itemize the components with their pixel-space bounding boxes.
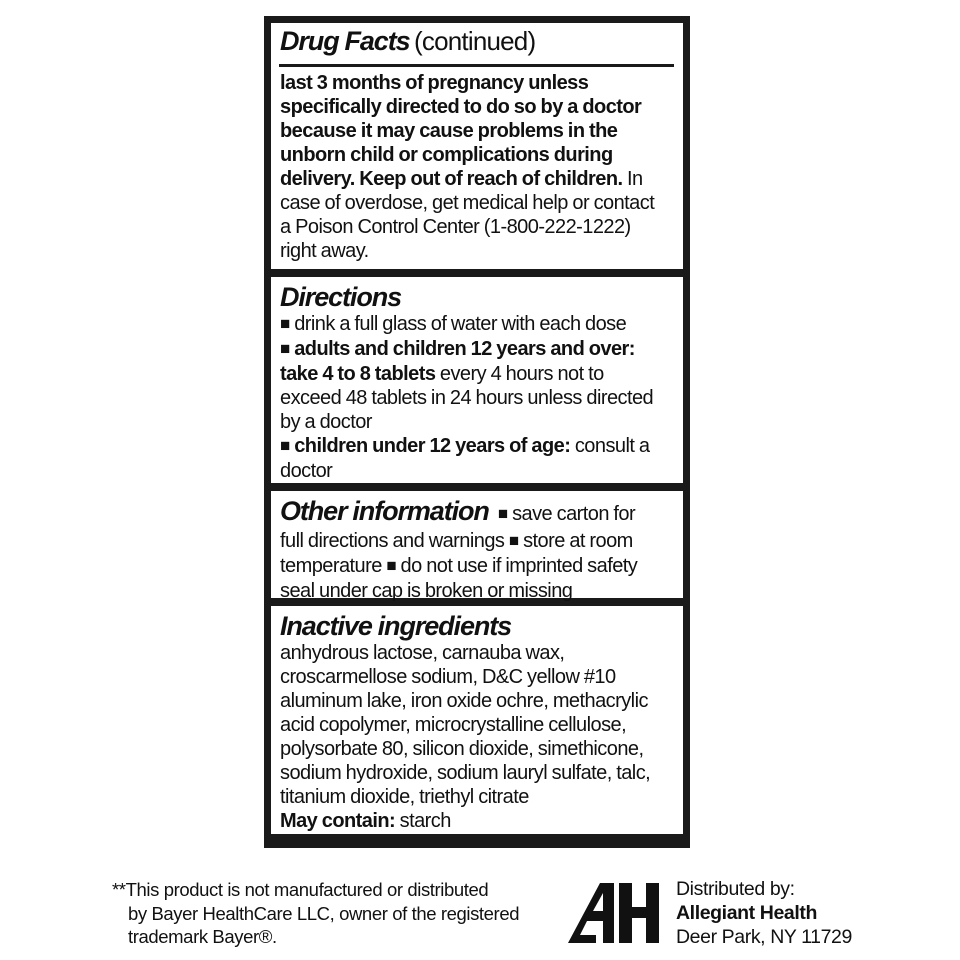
- distributor-info: [676, 877, 852, 949]
- distributor-address: Deer Park, NY 11729: [676, 926, 852, 948]
- allegiant-health-logo-icon: [566, 879, 664, 947]
- trademark-footnote: [112, 878, 519, 949]
- ingredients-line: titanium dioxide, triethyl citrate: [280, 786, 529, 808]
- other-info-line: seal under cap is broken or missing: [280, 580, 573, 602]
- warning-line: specifically directed to do so by a doctor: [280, 96, 642, 118]
- warning-line: last 3 months of pregnancy unless: [280, 72, 589, 94]
- footnote-line: by Bayer HealthCare LLC, owner of the registered: [128, 902, 520, 924]
- directions-item: ■ children under 12 years of age: consult a: [280, 435, 650, 457]
- ingredients-line: sodium hydroxide, sodium lauryl sulfate, talc,: [280, 762, 651, 784]
- inactive-ingredients-heading: Inactive ingredients: [280, 611, 512, 641]
- keep-out-of-reach-line: delivery. Keep out of reach of children. In: [280, 168, 643, 190]
- footnote-line: **This product is not manufactured or distributed: [112, 879, 489, 900]
- bullet-square-icon: ■: [386, 556, 397, 575]
- directions-item-continued: exceed 48 tablets in 24 hours unless directed: [280, 387, 654, 409]
- directions-item-continued: doctor: [280, 460, 333, 482]
- other-info-line: full directions and warnings ■ store at room: [280, 530, 633, 552]
- overdose-line: right away.: [280, 240, 369, 262]
- warning-line: because it may cause problems in the: [280, 120, 618, 142]
- drug-facts-continued-panel: [271, 23, 683, 269]
- directions-item: ■ drink a full glass of water with each dose: [280, 313, 627, 335]
- overdose-line: case of overdose, get medical help or contact: [280, 192, 655, 214]
- other-info-line: temperature ■ do not use if imprinted safety: [280, 555, 638, 577]
- bullet-square-icon: ■: [280, 314, 290, 333]
- bullet-square-icon: ■: [508, 531, 519, 550]
- directions-panel: [271, 277, 683, 483]
- drug-facts-title-suffix: (continued): [414, 26, 536, 56]
- directions-item: ■ adults and children 12 years and over:: [280, 338, 635, 360]
- other-information-panel: [271, 491, 683, 602]
- overdose-line: a Poison Control Center (1-800-222-1222): [280, 216, 631, 238]
- directions-item-continued: by a doctor: [280, 411, 372, 433]
- other-info-line: Other information ■ save carton for: [280, 496, 636, 526]
- ingredients-line: polysorbate 80, silicon dioxide, simethicone,: [280, 738, 644, 760]
- ingredients-line: anhydrous lactose, carnauba wax,: [280, 642, 565, 664]
- warning-line: unborn child or complications during: [280, 144, 613, 166]
- drug-facts-title: Drug Facts: [280, 26, 410, 56]
- bullet-square-icon: ■: [497, 504, 508, 523]
- ingredients-line: aluminum lake, iron oxide ochre, methacrylic: [280, 690, 648, 712]
- distributor-company: Allegiant Health: [676, 902, 817, 924]
- ingredients-line: acid copolymer, microcrystalline cellulose,: [280, 714, 627, 736]
- other-information-heading: Other information: [280, 496, 489, 526]
- bullet-square-icon: ■: [280, 436, 290, 455]
- directions-item-continued: take 4 to 8 tablets every 4 hours not to: [280, 363, 604, 385]
- footnote-line: trademark Bayer®.: [128, 926, 277, 947]
- directions-heading: Directions: [280, 282, 402, 312]
- distributed-by-label: Distributed by:: [676, 878, 795, 900]
- drug-facts-label: [264, 16, 690, 848]
- drug-facts-header: [280, 23, 673, 64]
- bullet-square-icon: ■: [280, 339, 290, 358]
- ingredients-line: croscarmellose sodium, D&C yellow #10: [280, 666, 616, 688]
- inactive-ingredients-panel: [271, 606, 683, 834]
- may-contain-line: May contain: starch: [280, 810, 451, 832]
